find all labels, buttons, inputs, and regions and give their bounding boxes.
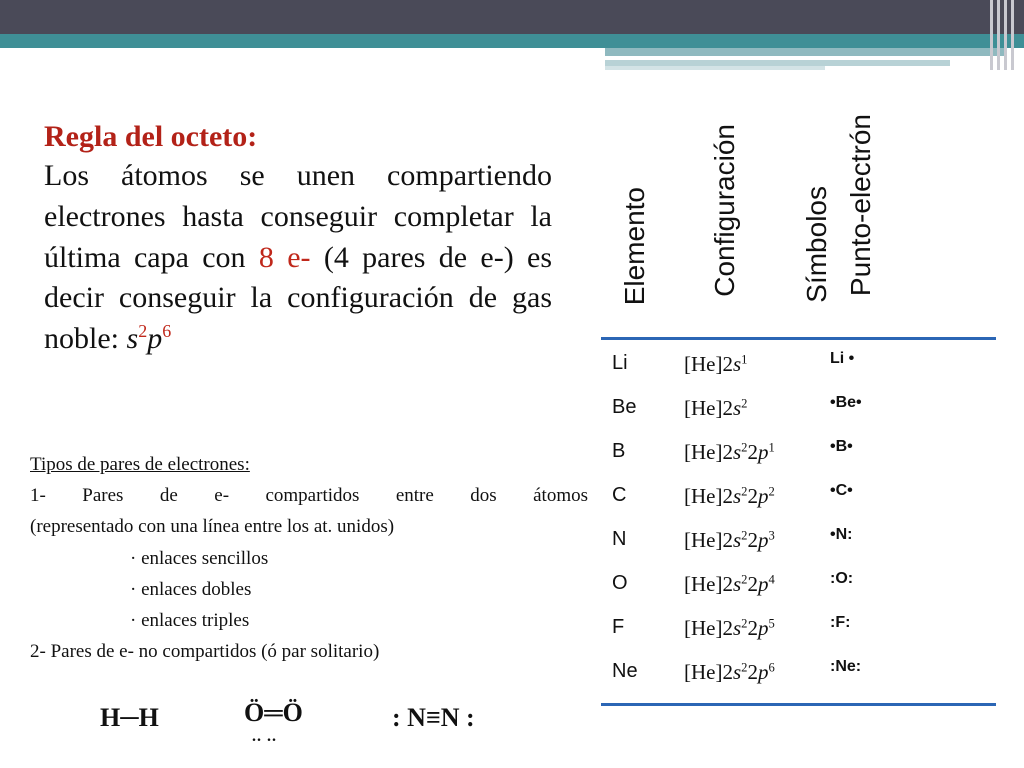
pairs-item-1: 1- Pares de e- compartidos entre dos átomos xyxy=(30,485,588,507)
electron-configuration: $[He]2s^22p^6$ xyxy=(684,660,775,684)
element-symbol: Be xyxy=(612,396,637,418)
rule-title: Regla del octeto: xyxy=(44,120,258,153)
lewis-symbol: :Ne: xyxy=(830,658,862,675)
lewis-symbol: Li • xyxy=(830,350,855,367)
table-row xyxy=(612,390,992,430)
table-row xyxy=(612,654,992,694)
bullet-single-bond: · enlaces sencillos xyxy=(130,547,269,569)
electron-configuration: $[He]2s^1$ xyxy=(684,352,748,376)
lewis-symbol: :F: xyxy=(830,614,851,631)
element-symbol: B xyxy=(612,440,626,462)
table-row xyxy=(612,434,992,474)
element-symbol: N xyxy=(612,528,627,550)
table-row xyxy=(612,610,992,650)
table-row xyxy=(612,346,992,386)
lewis-symbol: •C• xyxy=(830,482,853,499)
bullet-triple-bond: · enlaces triples xyxy=(130,610,250,632)
bullet-double-bond: · enlaces dobles xyxy=(130,578,252,600)
electron-configuration: $[He]2s^22p^3$ xyxy=(684,528,775,552)
header-vertical-bars xyxy=(990,0,1024,70)
rule-text-2: (4 pares de e-) es decir conseguir la configuración de gas noble: xyxy=(44,240,553,356)
header-symbols: Símbolos xyxy=(801,186,832,303)
element-symbol: Ne xyxy=(612,660,638,682)
formula-n2: : N≡N : xyxy=(392,703,475,732)
electron-configuration: $[He]2s^22p^4$ xyxy=(684,572,775,596)
header-element: Elemento xyxy=(619,187,650,306)
element-symbol: O xyxy=(612,572,628,594)
table-top-rule xyxy=(601,337,996,340)
rule-body xyxy=(44,156,552,360)
header-dot-electron: Punto-electrón xyxy=(845,114,876,297)
element-symbol: Li xyxy=(612,352,628,374)
pairs-title: Tipos de pares de electrones: xyxy=(30,454,250,475)
element-symbol: C xyxy=(612,484,627,506)
element-symbol: F xyxy=(612,616,625,638)
electron-configuration: $[He]2s^2$ xyxy=(684,396,748,420)
pairs-item-2: 2- Pares de e- no compartidos (ó par solitario) xyxy=(30,641,380,663)
electron-pair-types xyxy=(30,449,588,667)
lewis-symbol: :O: xyxy=(830,570,854,587)
table-bottom-rule xyxy=(601,703,996,706)
header-accent-bar xyxy=(0,34,1024,48)
formula-h2: H─H xyxy=(100,703,159,732)
pairs-item-1-detail: (representado con una línea entre los at. unidos) xyxy=(30,516,395,538)
electron-configuration: $[He]2s^22p^2$ xyxy=(684,484,775,508)
o2-lone-pair-dots: .. .. xyxy=(252,728,277,745)
header-bar xyxy=(0,0,1024,34)
rule-highlight: 8 e- xyxy=(258,240,311,274)
header-stripe xyxy=(605,48,1005,56)
electron-configuration: $[He]2s^22p^1$ xyxy=(684,440,775,464)
formula-o2: Ö═Ö xyxy=(244,698,303,727)
noble-gas-config: $s^2p^6$ xyxy=(126,321,172,356)
rule-text-1: Los átomos se unen compartiendo electrones hasta conseguir completar la última capa con xyxy=(44,159,552,274)
header-configuration: Configuración xyxy=(709,124,740,297)
lewis-symbol: •N: xyxy=(830,526,853,543)
lewis-symbol: •B• xyxy=(830,438,853,455)
header-stripe xyxy=(605,66,825,70)
lewis-symbol: •Be• xyxy=(830,394,862,411)
table-row xyxy=(612,478,992,518)
table-row xyxy=(612,566,992,606)
table-row xyxy=(612,522,992,562)
electron-configuration: $[He]2s^22p^5$ xyxy=(684,616,775,640)
